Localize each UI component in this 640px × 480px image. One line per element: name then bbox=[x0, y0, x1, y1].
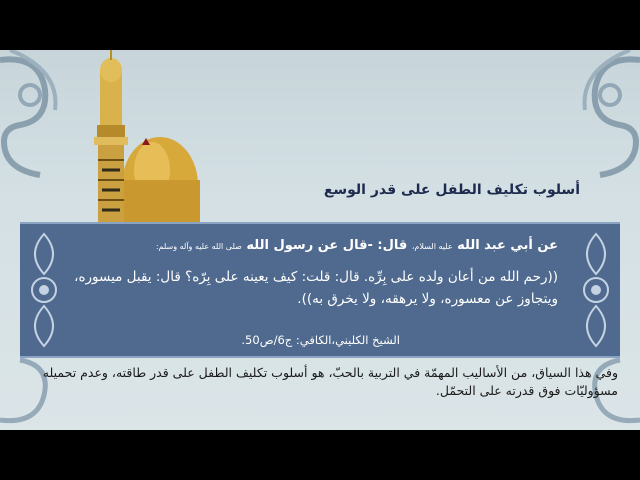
slide bbox=[0, 50, 640, 430]
panel-ornament-right-icon bbox=[572, 224, 620, 356]
narrator-said: قال: -قال عن رسول الله bbox=[246, 238, 408, 253]
hadith-source: الشيخ الكليني،الكافي: ج6/ص50. bbox=[241, 333, 400, 347]
panel-ornament-left-icon bbox=[20, 224, 68, 356]
ornament-top-left-icon bbox=[0, 50, 90, 200]
prophet-honorific: صلى الله عليه وآله وسلم: bbox=[155, 242, 242, 251]
shrine-minaret-dome-icon bbox=[80, 50, 200, 225]
slide-title: أسلوب تكليف الطفل على قدر الوسع bbox=[323, 182, 580, 198]
hadith-quote: ((رحم الله من أعان ولده على بِرِّه. قال: قلت: كيف يعينه على بِرّه؟ قال: يقبل ميسوره، ويتجاوز عن معسوره، ولا يرهقه، ولا يخرق به)). bbox=[74, 269, 558, 307]
narrator-line bbox=[156, 238, 558, 253]
body-paragraph: وفي هذا السياق، من الأساليب المهمّة في التربية بالحبّ، هو أسلوب تكليف الطفل على قدر طاقته، وعدم تحميله مسؤوليّات فوق قدرته على التحمّل. bbox=[42, 365, 618, 398]
hadith-panel bbox=[20, 222, 620, 358]
narrator-prefix: عن أبي عبد الله bbox=[457, 238, 558, 253]
narrator-honorific: عليه السلام، bbox=[411, 242, 453, 251]
ornament-top-right-icon bbox=[550, 50, 640, 200]
